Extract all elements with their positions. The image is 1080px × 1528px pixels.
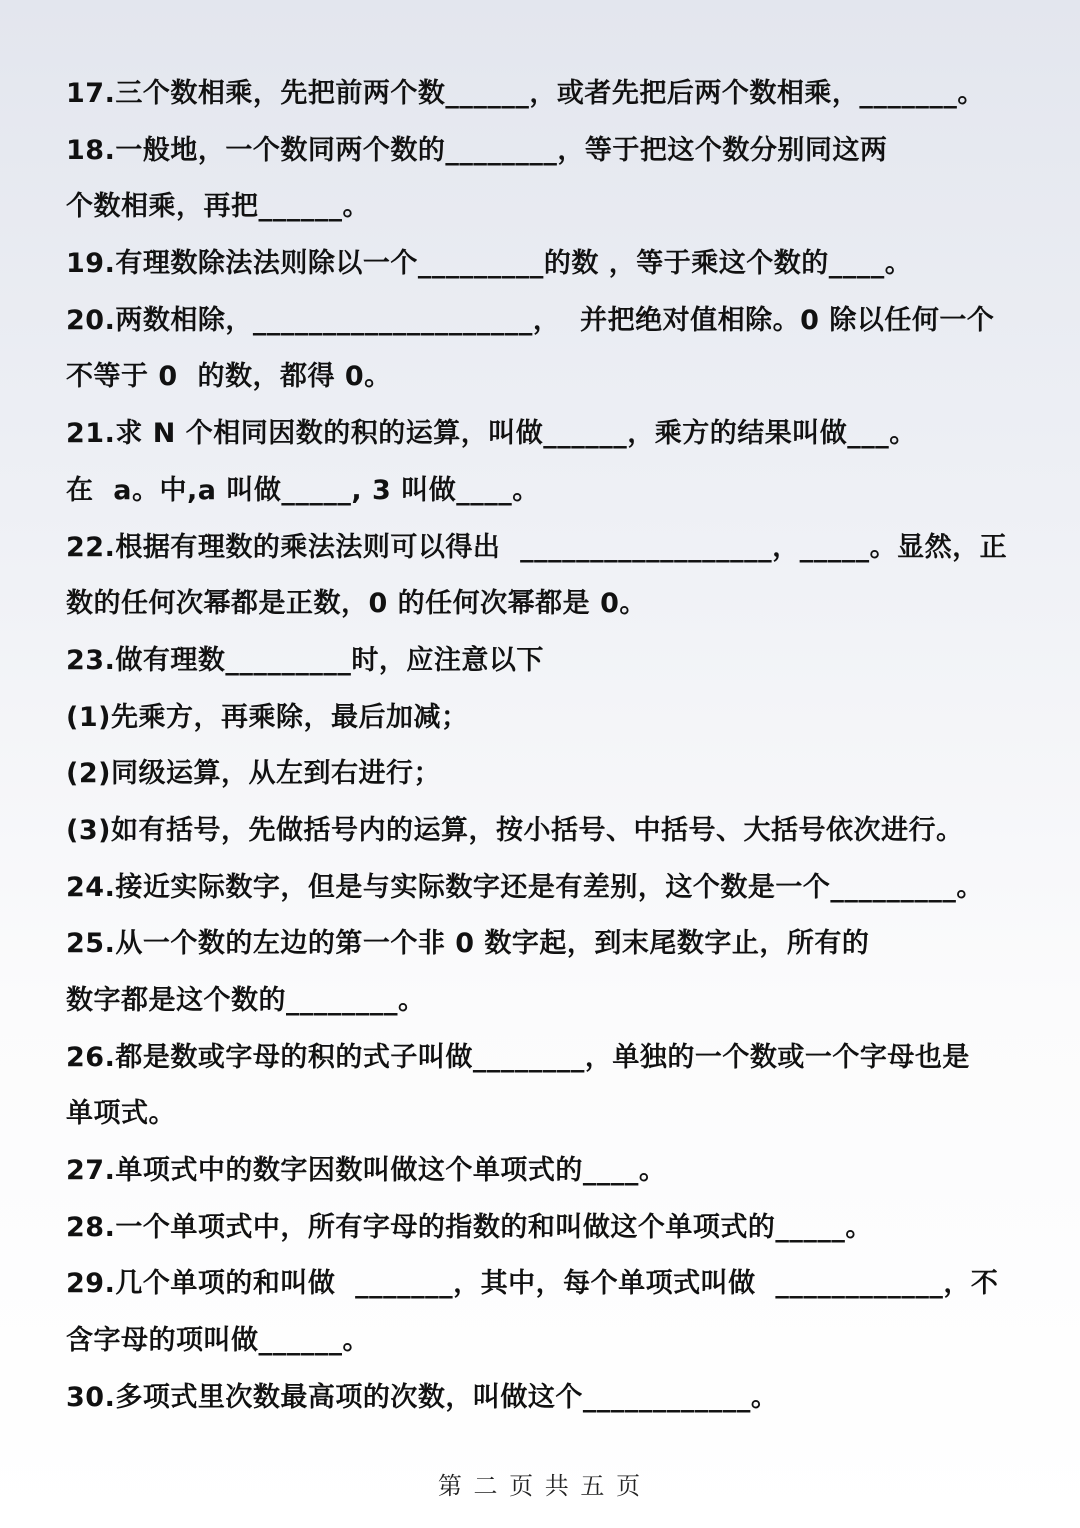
text-line-content: (2)同级运算，从左到右进行； xyxy=(66,758,441,790)
text-line xyxy=(66,1030,1026,1087)
text-line xyxy=(66,746,1026,803)
text-line xyxy=(66,1313,1026,1370)
page-footer: 第 二 页 共 五 页 xyxy=(437,1472,643,1500)
text-line xyxy=(66,293,1026,350)
text-line-content: (1)先乘方，再乘除，最后加减； xyxy=(66,701,469,733)
text-line-content: 19.有理数除法法则除以一个_________的数 ，等于乘这个数的____。 xyxy=(66,248,913,280)
text-line xyxy=(66,576,1026,633)
text-line-content: 21.求 N 个相同因数的积的运算，叫做______，乘方的结果叫做___。 xyxy=(66,418,917,450)
text-line xyxy=(66,860,1026,917)
text-line xyxy=(66,520,1026,577)
text-line-content: 个数相乘，再把______。 xyxy=(66,191,370,223)
text-line xyxy=(66,349,1026,406)
text-line xyxy=(66,406,1026,463)
text-line-content: 数字都是这个数的________。 xyxy=(66,985,426,1016)
text-line xyxy=(66,179,1026,236)
text-line-content: 不等于 0 的数，都得 0。 xyxy=(66,361,392,393)
text-line-content: 24.接近实际数字，但是与实际数字还是有差别，这个数是一个_________。 xyxy=(66,871,984,903)
text-line-content: 含字母的项叫做______。 xyxy=(66,1325,370,1357)
text-line xyxy=(66,633,1026,690)
text-line-content: 17.三个数相乘，先把前两个数______，或者先把后两个数相乘，_______。 xyxy=(66,78,985,109)
text-line-content: 数的任何次幂都是正数，0 的任何次幂都是 0。 xyxy=(66,588,647,620)
text-line-content: 26.都是数或字母的积的式子叫做________，单独的一个数或一个字母也是 xyxy=(66,1041,970,1073)
text-line-content: 单项式。 xyxy=(66,1098,176,1130)
text-line xyxy=(66,1143,1026,1200)
text-line-content: 25.从一个数的左边的第一个非 0 数字起，到末尾数字止，所有的 xyxy=(66,928,870,960)
text-line xyxy=(66,463,1026,520)
text-line-content: (3)如有括号，先做括号内的运算，按小括号、中括号、大括号依次进行。 xyxy=(66,814,964,846)
text-line xyxy=(66,690,1026,747)
text-line xyxy=(66,123,1026,180)
text-line-content: 27.单项式中的数字因数叫做这个单项式的____。 xyxy=(66,1155,667,1187)
text-line xyxy=(66,236,1026,293)
text-line xyxy=(66,1256,1026,1313)
text-line-content: 18.一般地，一个数同两个数的________，等于把这个数分别同这两 xyxy=(66,134,888,166)
text-line xyxy=(66,1086,1026,1143)
text-line xyxy=(66,1200,1026,1257)
document-body xyxy=(66,66,1026,1427)
text-line-content: 20.两数相除，____________________， 并把绝对值相除。0 除以任何一个 xyxy=(66,304,995,336)
text-line-content: 28.一个单项式中，所有字母的指数的和叫做这个单项式的_____。 xyxy=(66,1211,873,1243)
text-line-content: 29.几个单项的和叫做 _______，其中，每个单项式叫做 ____________，不 xyxy=(66,1268,999,1300)
text-line xyxy=(66,1370,1026,1427)
text-line xyxy=(66,803,1026,860)
text-line xyxy=(66,66,1026,123)
text-line xyxy=(66,973,1026,1030)
text-line-content: 在 a。中,a 叫做_____, 3 叫做____。 xyxy=(66,474,540,506)
text-line-content: 23.做有理数_________时，应注意以下 xyxy=(66,644,544,676)
text-line xyxy=(66,916,1026,973)
text-line-content: 22.根据有理数的乘法法则可以得出 __________________，_____。显然，正 xyxy=(66,531,1008,563)
text-line-content: 30.多项式里次数最高项的次数，叫做这个____________。 xyxy=(66,1381,779,1413)
